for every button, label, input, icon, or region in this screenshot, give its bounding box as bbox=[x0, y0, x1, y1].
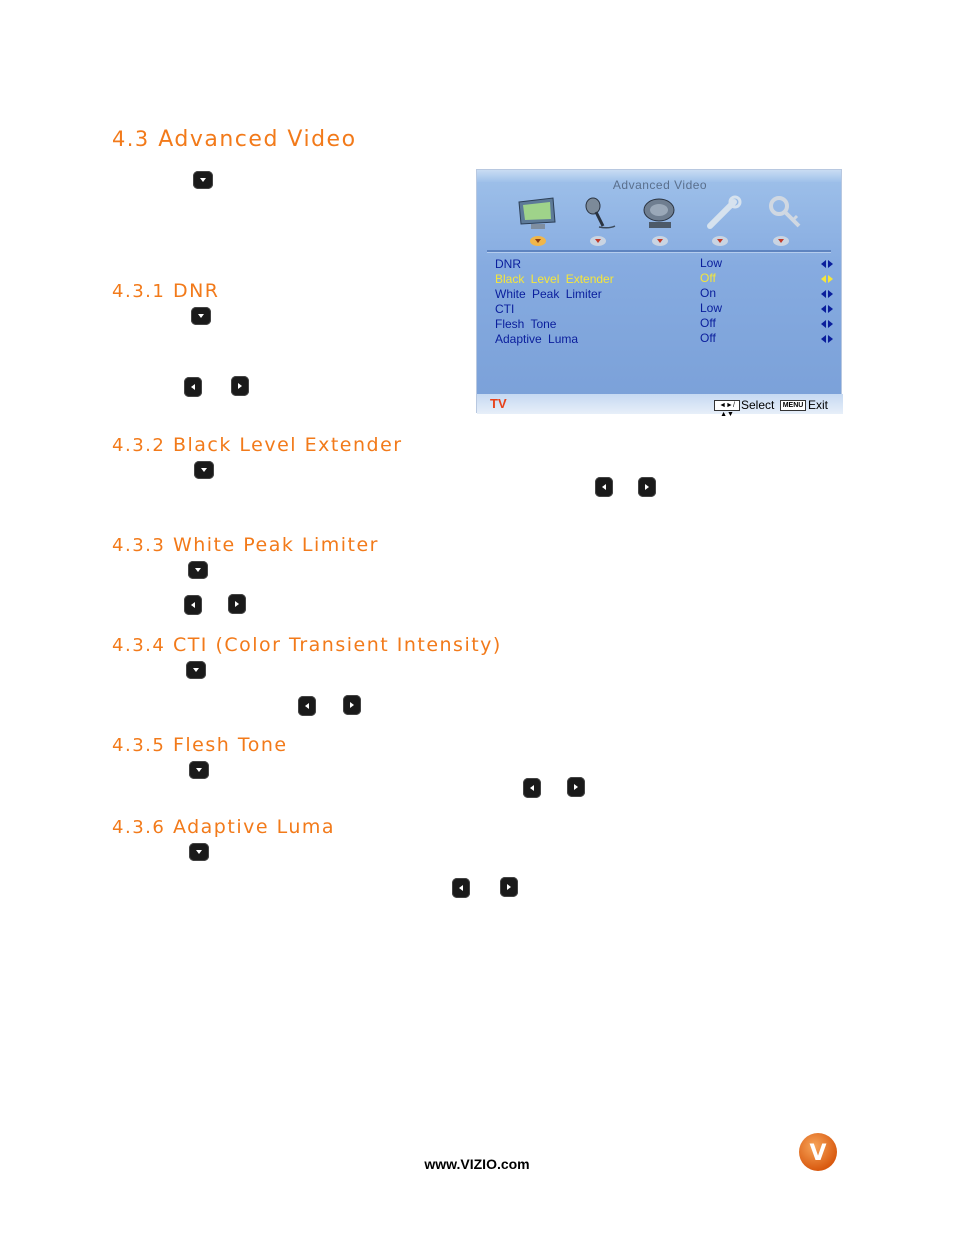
left-right-arrows-icon bbox=[821, 335, 833, 343]
osd-tab-indicator bbox=[652, 236, 668, 246]
osd-select-label: Select bbox=[741, 398, 775, 412]
left-arrow-key-icon bbox=[184, 377, 202, 397]
menu-key-icon: MENU bbox=[780, 400, 806, 411]
left-arrow-key-icon bbox=[298, 696, 316, 716]
osd-row-dnr: DNR Low bbox=[495, 257, 835, 272]
down-arrow-key-icon bbox=[191, 307, 211, 325]
left-arrow-key-icon bbox=[184, 595, 202, 615]
osd-source-label: TV bbox=[490, 396, 507, 411]
heading-dnr: 4.3.1 DNR bbox=[112, 280, 220, 302]
osd-tab-indicator bbox=[773, 236, 789, 246]
keys-lock-icon bbox=[765, 196, 807, 232]
left-right-arrows-icon bbox=[821, 275, 833, 283]
osd-row-flesh-tone: Flesh Tone Off bbox=[495, 317, 835, 332]
left-right-arrows-icon bbox=[821, 290, 833, 298]
osd-exit-label: Exit bbox=[808, 398, 829, 412]
down-arrow-key-icon bbox=[188, 561, 208, 579]
right-arrow-key-icon bbox=[567, 777, 585, 797]
satellite-dish-icon bbox=[639, 196, 681, 232]
down-arrow-key-icon bbox=[194, 461, 214, 479]
left-arrow-key-icon bbox=[595, 477, 613, 497]
right-arrow-key-icon bbox=[343, 695, 361, 715]
heading-flesh-tone: 4.3.5 Flesh Tone bbox=[112, 734, 288, 756]
right-arrow-key-icon bbox=[500, 877, 518, 897]
down-arrow-key-icon bbox=[189, 843, 209, 861]
osd-title: Advanced Video bbox=[612, 178, 708, 192]
logo-letter: V bbox=[809, 1141, 827, 1166]
osd-row-cti: CTI Low bbox=[495, 302, 835, 317]
down-arrow-key-icon bbox=[186, 661, 206, 679]
osd-footer bbox=[477, 394, 843, 418]
heading-black-level-extender: 4.3.2 Black Level Extender bbox=[112, 434, 403, 456]
footer-url: www.VIZIO.com bbox=[424, 1156, 530, 1172]
heading-adaptive-luma: 4.3.6 Adaptive Luma bbox=[112, 816, 336, 838]
picture-monitor-icon bbox=[515, 196, 563, 232]
down-arrow-key-icon bbox=[193, 171, 213, 189]
left-arrow-key-icon bbox=[452, 878, 470, 898]
audio-microphone-icon bbox=[579, 196, 619, 232]
left-right-arrows-icon bbox=[821, 260, 833, 268]
heading-white-peak-limiter: 4.3.3 White Peak Limiter bbox=[112, 534, 379, 556]
heading-advanced-video: 4.3 Advanced Video bbox=[112, 127, 357, 152]
left-right-arrows-icon bbox=[821, 320, 833, 328]
osd-row-black-level-extender: Black Level Extender Off bbox=[495, 272, 835, 287]
down-arrow-key-icon bbox=[189, 761, 209, 779]
left-arrow-key-icon bbox=[523, 778, 541, 798]
vizio-logo-icon bbox=[798, 1132, 838, 1172]
osd-divider bbox=[487, 250, 831, 253]
osd-tab-indicator bbox=[590, 236, 606, 246]
right-arrow-key-icon bbox=[638, 477, 656, 497]
wrench-settings-icon bbox=[702, 196, 744, 232]
osd-row-white-peak-limiter: White Peak Limiter On bbox=[495, 287, 835, 302]
select-arrows-key-icon: ◄►/▲▼ bbox=[714, 400, 740, 411]
right-arrow-key-icon bbox=[228, 594, 246, 614]
right-arrow-key-icon bbox=[231, 376, 249, 396]
osd-tab-indicator-active bbox=[530, 236, 546, 246]
heading-cti: 4.3.4 CTI (Color Transient Intensity) bbox=[112, 634, 502, 656]
advanced-video-osd-screenshot bbox=[476, 169, 842, 418]
osd-tab-indicator bbox=[712, 236, 728, 246]
osd-row-adaptive-luma: Adaptive Luma Off bbox=[495, 332, 835, 347]
left-right-arrows-icon bbox=[821, 305, 833, 313]
